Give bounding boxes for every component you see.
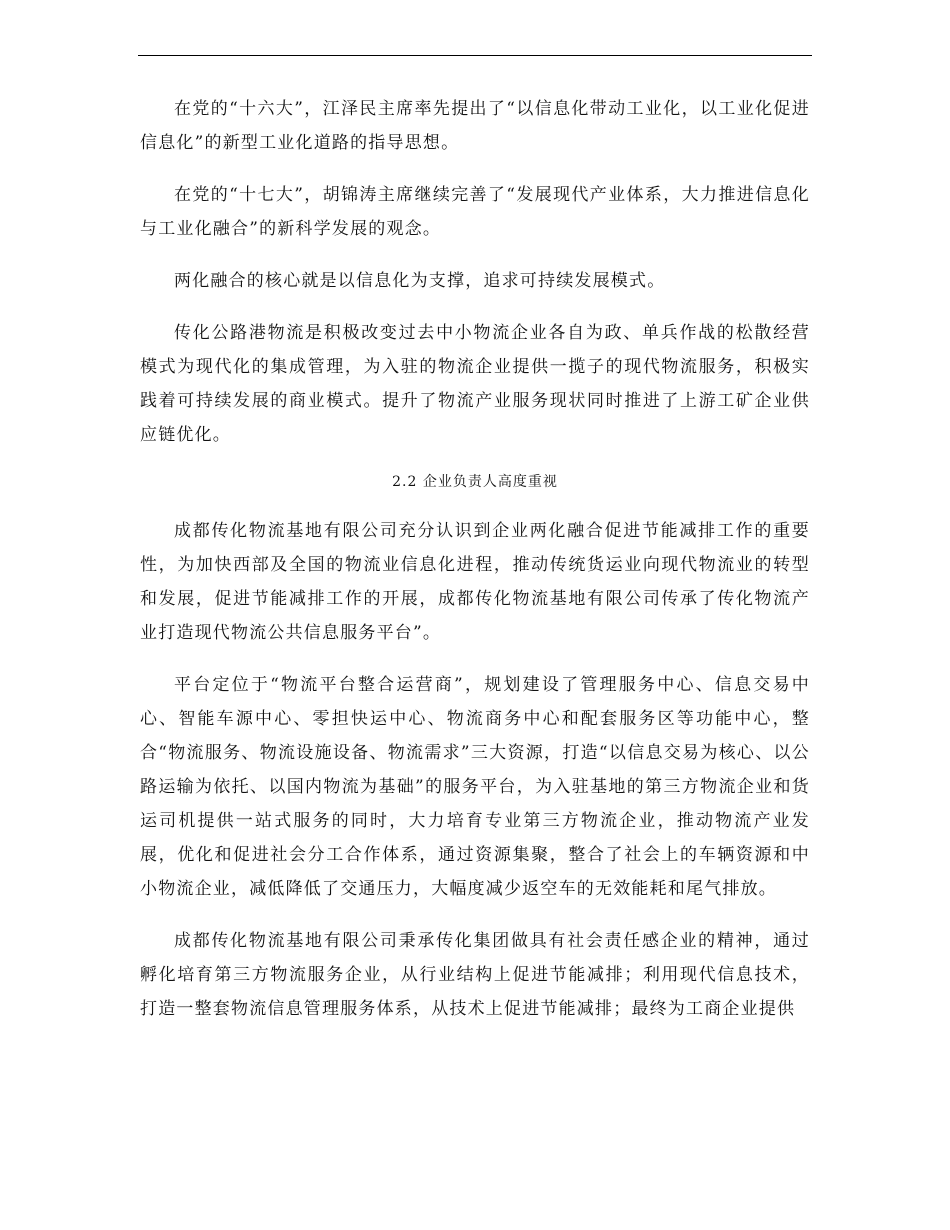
header-rule	[138, 55, 812, 56]
paragraph: 传化公路港物流是积极改变过去中小物流企业各自为政、单兵作战的松散经营模式为现代化的集成管理，为入驻的物流企业提供一揽子的现代物流服务，积极实践着可持续发展的商业模式。提升了物流产业服务现状同时推进了上游工矿企业供应链优化。	[140, 323, 810, 445]
paragraph: 成都传化物流基地有限公司充分认识到企业两化融合促进节能减排工作的重要性，为加快西部及全国的物流业信息化进程，推动传统货运业向现代物流业的转型和发展，促进节能减排工作的开展，成都传化物流基地有限公司传承了传化物流产业打造现代物流公共信息服务平台”。	[140, 521, 810, 643]
paragraph: 在党的“十七大”，胡锦涛主席继续完善了“发展现代产业体系，大力推进信息化与工业化融合”的新科学发展的观念。	[140, 185, 810, 239]
paragraph: 平台定位于“物流平台整合运营商”，规划建设了管理服务中心、信息交易中心、智能车源中心、零担快运中心、物流商务中心和配套服务区等功能中心，整合“物流服务、物流设施设备、物流需求”三大资源，打造“以信息交易为核心、以公路运输为依托、以国内物流为基础”的服务平台，为入驻基地的第三方物流企业和货运司机提供一站式服务的同时，大力培育专业第三方物流企业，推动物流产业发展，优化和促进社会分工合作体系，通过资源集聚，整合了社会上的车辆资源和中小物流企业，减低降低了交通压力，大幅度减少返空车的无效能耗和尾气排放。	[140, 675, 810, 899]
section-heading: 2.2 企业负责人高度重视	[392, 474, 558, 490]
paragraph: 成都传化物流基地有限公司秉承传化集团做具有社会责任感企业的精神，通过孵化培育第三方物流服务企业，从行业结构上促进节能减排；利用现代信息技术，打造一整套物流信息管理服务体系，从技术上促进节能减排；最终为工商企业提供	[140, 931, 810, 1019]
document-body	[140, 92, 810, 1044]
paragraph: 两化融合的核心就是以信息化为支撑，追求可持续发展模式。	[174, 271, 666, 291]
paragraph: 在党的“十六大”，江泽民主席率先提出了“以信息化带动工业化，以工业化促进信息化”的新型工业化道路的指导思想。	[140, 99, 810, 153]
